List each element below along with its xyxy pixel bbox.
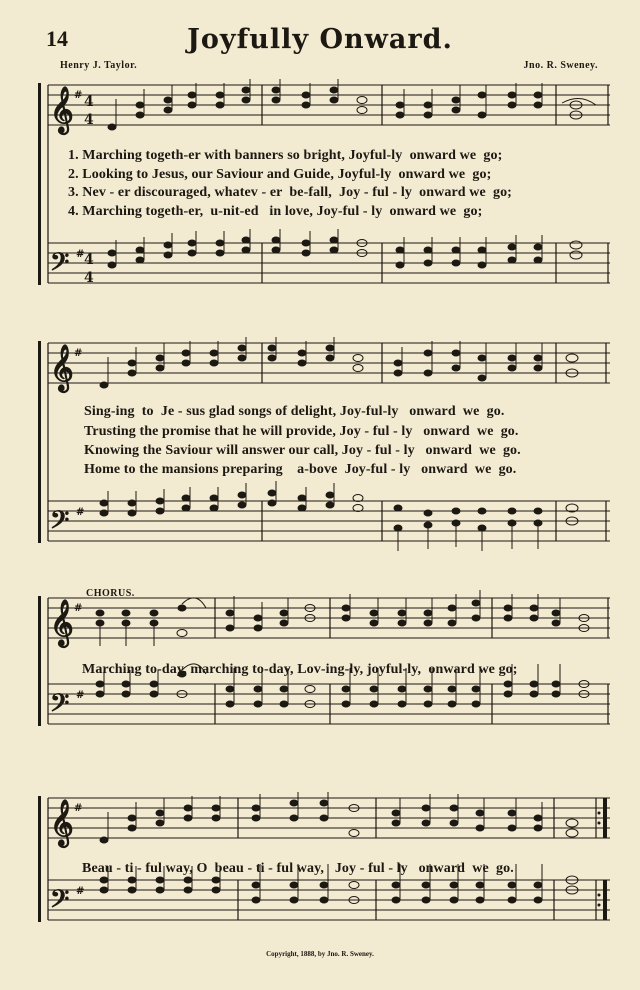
lyric-line: 3. Nev - er discouraged, whatev - er be-fall, Joy - ful - ly onward we go; — [68, 185, 512, 200]
hymn-title: Joyfully Onward. — [187, 24, 453, 55]
svg-text:4: 4 — [84, 270, 94, 286]
lyric-line: Trusting the promise that he will provide, Joy - ful - ly onward we go. — [84, 424, 519, 439]
lyric-line: Sing-ing to Je - sus glad songs of delight, Joy-ful-ly onward we go. — [84, 404, 505, 419]
treble-staff — [48, 598, 610, 638]
svg-text:#: # — [74, 348, 83, 359]
svg-text:#: # — [76, 690, 85, 701]
lyric-line: 1. Marching togeth-er with banners so bright, Joyful-ly onward we go; — [68, 148, 503, 163]
bass-clef: 𝄢 — [50, 885, 70, 920]
bass-clef: 𝄢 — [50, 248, 70, 283]
notes — [100, 792, 578, 904]
treble-staff — [48, 85, 610, 125]
brace — [38, 83, 41, 285]
svg-text:#: # — [74, 603, 83, 614]
barlines — [48, 598, 608, 724]
svg-text:#: # — [74, 90, 83, 101]
svg-text:4: 4 — [84, 112, 94, 128]
treble-clef: 𝄞 — [50, 86, 74, 133]
lyric-line: Beau - ti - ful way, O beau - ti - ful way, Joy - ful - ly onward we go. — [82, 861, 514, 876]
svg-text:#: # — [74, 803, 83, 814]
lyric-line: 4. Marching togeth-er, u-nit-ed in love, Joy-ful - ly onward we go; — [68, 204, 483, 219]
lyricist-credit: Henry J. Taylor. — [60, 60, 138, 71]
svg-text:4: 4 — [84, 252, 94, 268]
treble-clef: 𝄞 — [50, 344, 74, 391]
composer-credit: Jno. R. Sweney. — [523, 60, 598, 71]
lyric-line: Knowing the Saviour will answer our call, Joy - ful - ly onward we go. — [84, 443, 521, 458]
brace — [38, 596, 41, 726]
final-double-bar — [598, 798, 608, 920]
bass-staff — [48, 243, 610, 283]
svg-text:#: # — [76, 886, 85, 897]
svg-text:#: # — [76, 249, 85, 260]
page-number: 14 — [46, 26, 68, 51]
lyric-line: Home to the mansions preparing a-bove Joy-ful - ly onward we go. — [84, 462, 517, 477]
brace — [38, 796, 41, 922]
chorus-label: CHORUS. — [86, 588, 135, 599]
bass-staff — [48, 880, 610, 920]
svg-text:4: 4 — [84, 94, 94, 110]
treble-clef: 𝄞 — [50, 599, 74, 646]
lyric-line: Marching to-day, marching to-day, Lov-ing-ly, joyful-ly, onward we go; — [82, 662, 518, 677]
bass-clef: 𝄢 — [50, 689, 70, 724]
bass-clef: 𝄢 — [50, 506, 70, 541]
svg-text:#: # — [76, 507, 85, 518]
treble-clef: 𝄞 — [50, 799, 74, 846]
brace — [38, 341, 41, 543]
bass-staff — [48, 684, 610, 724]
copyright-notice: Copyright, 1888, by Jno. R. Sweney. — [266, 950, 374, 958]
lyric-line: 2. Looking to Jesus, our Saviour and Guide, Joyful-ly onward we go; — [68, 167, 492, 182]
